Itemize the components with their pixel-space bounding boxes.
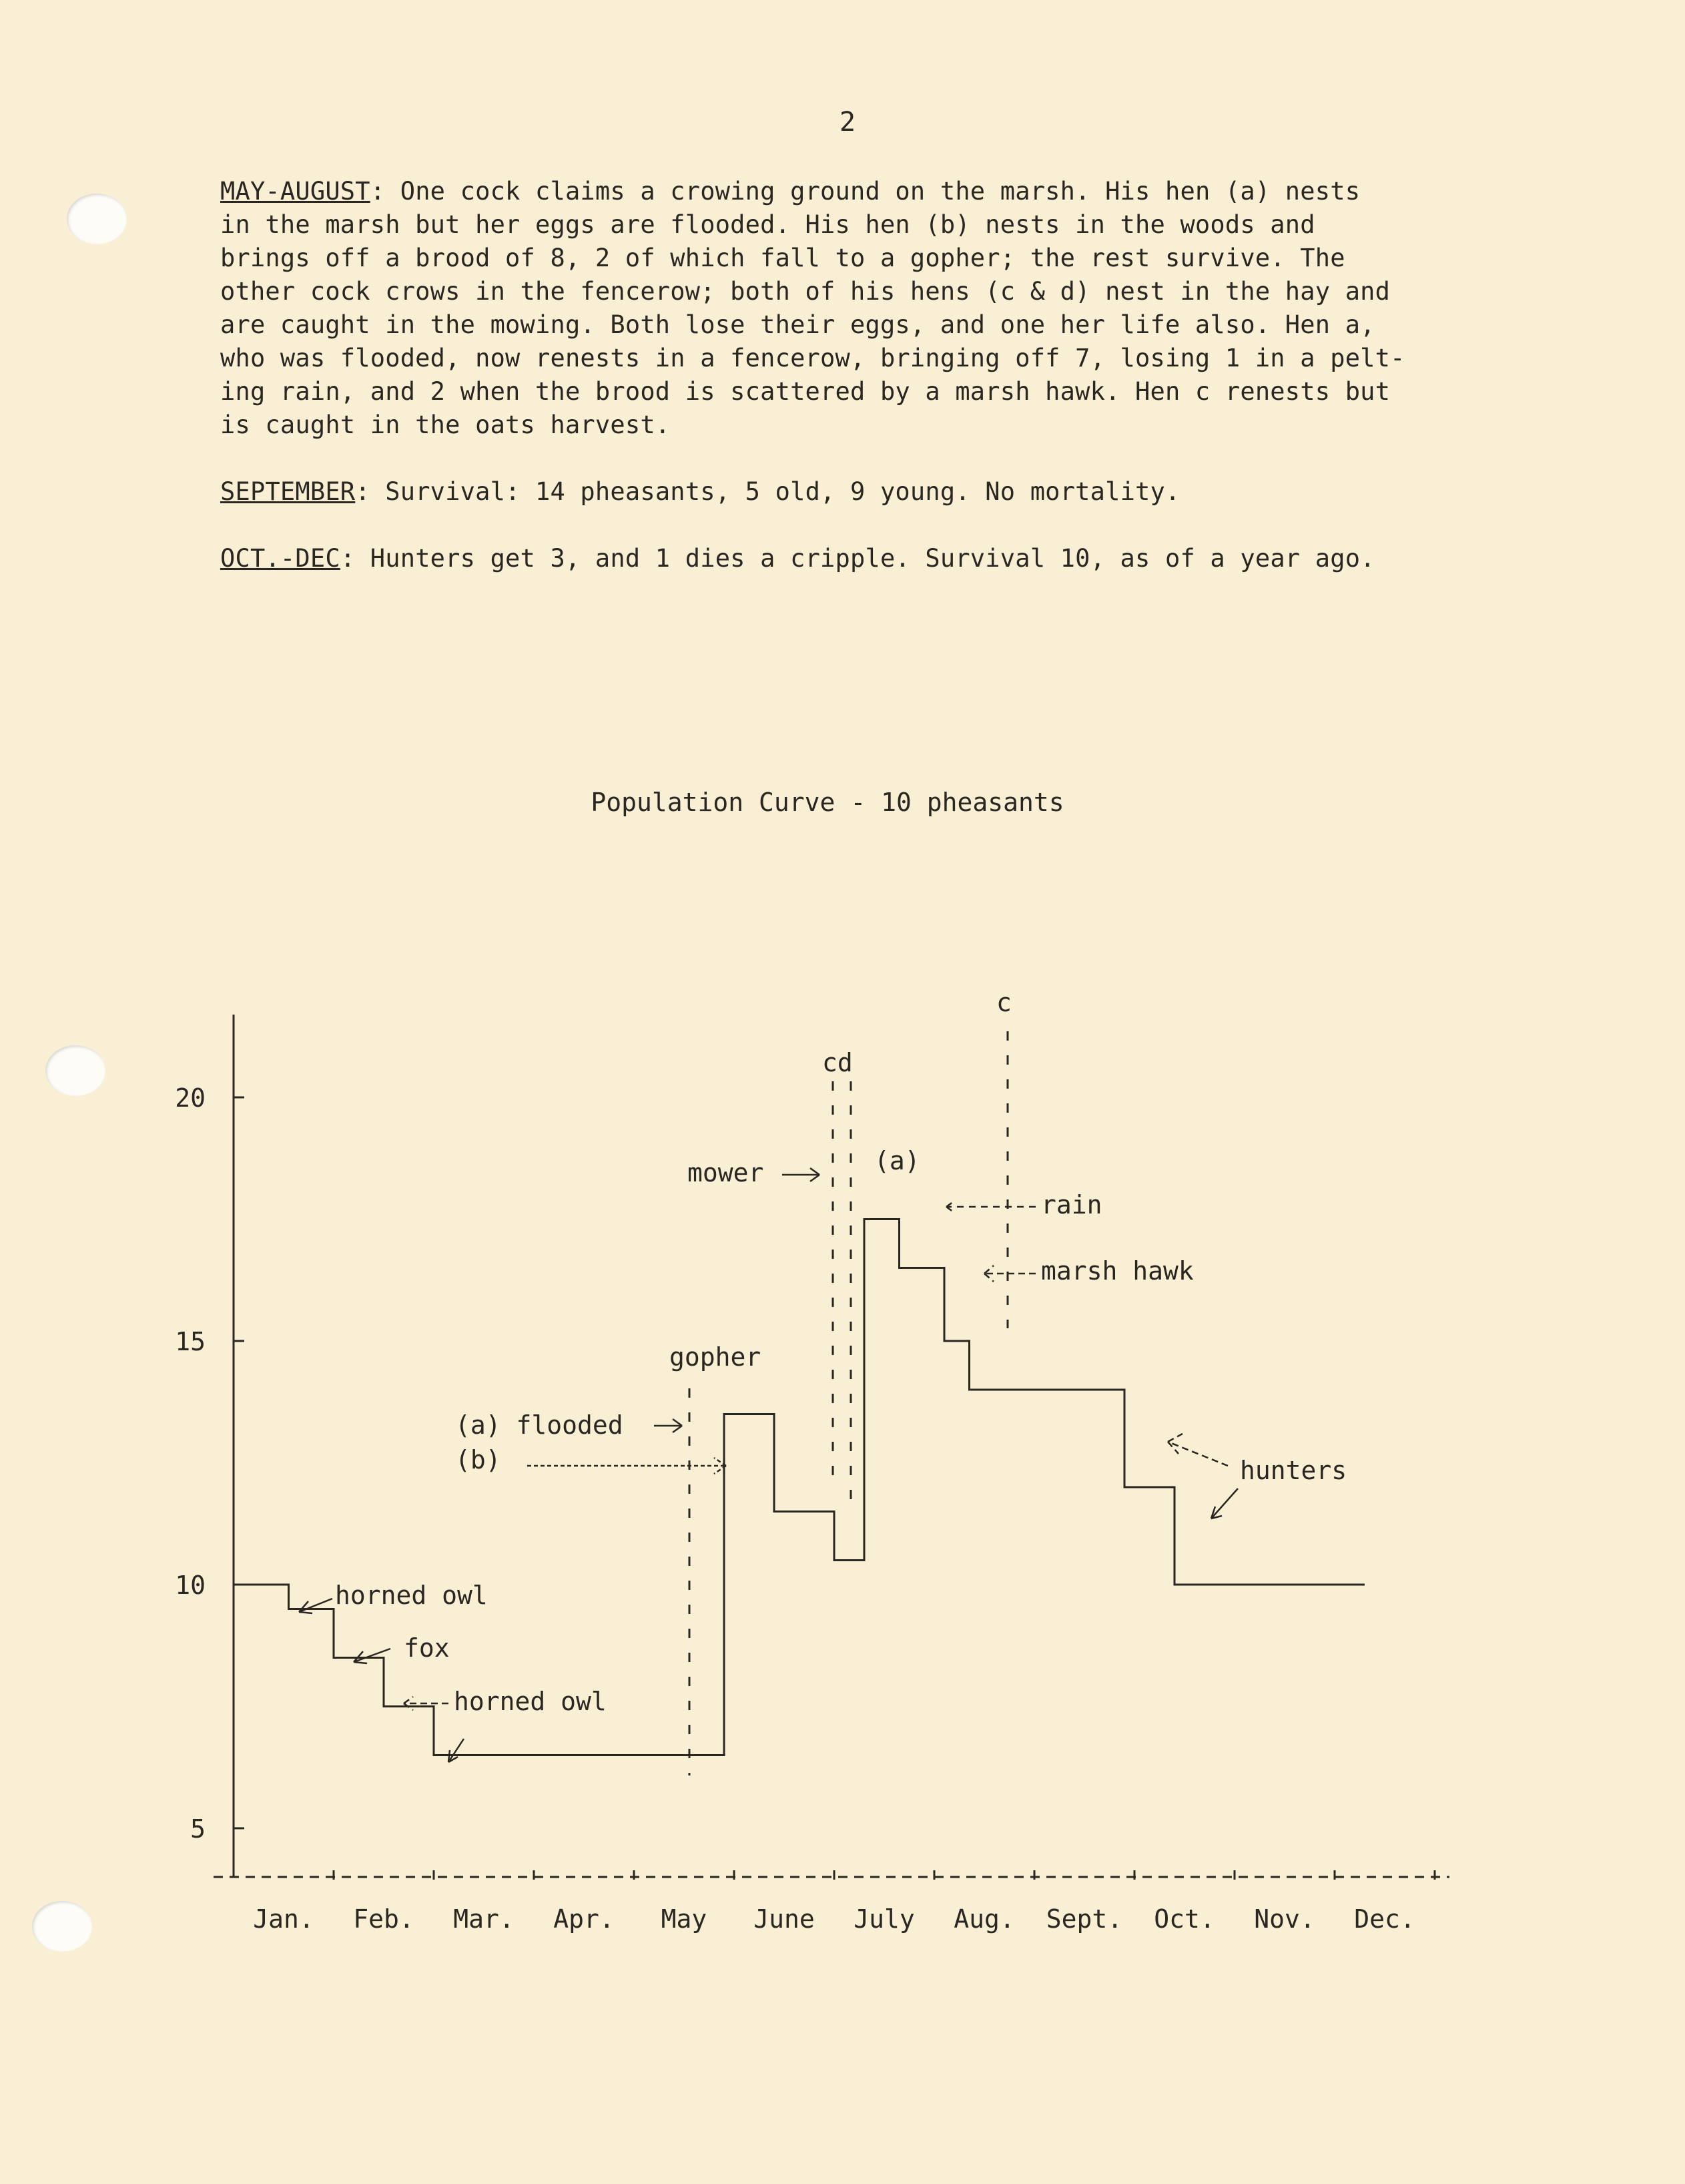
x-tick-label: Aug. <box>954 1904 1015 1934</box>
x-ticks <box>253 1870 1435 1934</box>
arrow-cripple-owl <box>448 1739 464 1762</box>
label-a-flooded: (a) flooded <box>455 1410 623 1440</box>
x-tick-label: Apr. <box>553 1904 615 1934</box>
arrow-horned-owl-1 <box>299 1599 332 1613</box>
y-tick-label: 10 <box>175 1571 206 1600</box>
x-tick-label: Nov. <box>1254 1904 1315 1934</box>
para-line: who was flooded, now renests in a fencerow, bringing off 7, losing 1 in a pelt- <box>220 344 1405 372</box>
y-tick-label: 15 <box>175 1327 206 1356</box>
annotations <box>335 988 1347 1716</box>
x-tick-label: Oct. <box>1154 1904 1215 1934</box>
para-line: ing rain, and 2 when the brood is scattered by a marsh hawk. Hen c renests but <box>220 377 1391 406</box>
label-mower: mower <box>687 1158 764 1187</box>
label-c: c <box>996 988 1012 1017</box>
label-horned-owl-2: horned owl <box>454 1687 607 1716</box>
x-tick-label: Mar. <box>453 1904 515 1934</box>
page-number: 2 <box>839 107 856 138</box>
arrow-hunters-upper <box>1168 1434 1228 1466</box>
para-line: are caught in the mowing. Both lose their eggs, and one her life also. Hen a, <box>220 310 1375 339</box>
arrow-hunters-lower <box>1211 1488 1238 1519</box>
chart-title: Population Curve - 10 pheasants <box>591 788 1064 817</box>
arrow-horned-owl-2 <box>404 1697 448 1710</box>
chart-axes <box>214 1015 1449 1877</box>
x-tick-label: July <box>854 1904 915 1934</box>
y-tick-label: 20 <box>175 1083 206 1113</box>
para-line: brings off a brood of 8, 2 of which fall to a gopher; the rest survive. The <box>220 244 1345 272</box>
x-tick-label: Feb. <box>353 1904 414 1934</box>
x-tick-label: Sept. <box>1046 1904 1123 1934</box>
arrow-b <box>527 1458 726 1474</box>
oct-dec-text: : Hunters get 3, and 1 dies a cripple. Survival 10, as of a year ago. <box>340 544 1375 573</box>
label-marsh-hawk: marsh hawk <box>1041 1256 1194 1286</box>
chart-series <box>234 1219 1365 1755</box>
para-line: : One cock claims a crowing ground on the marsh. His hen (a) nests <box>370 177 1361 206</box>
x-tick-label: Dec. <box>1354 1904 1415 1934</box>
y-tick-label: 5 <box>190 1814 206 1844</box>
arrow-fox <box>354 1649 390 1663</box>
arrow-mower <box>782 1168 819 1181</box>
para-line: other cock crows in the fencerow; both of his hens (c & d) nest in the hay and <box>220 277 1391 306</box>
arrow-rain <box>946 1200 1036 1213</box>
heading-oct-dec: OCT.-DEC <box>220 544 340 573</box>
para-line: in the marsh but her eggs are flooded. His hen (b) nests in the woods and <box>220 210 1315 239</box>
heading-may-august: MAY-AUGUST <box>220 177 370 206</box>
x-tick-label: Jan. <box>253 1904 314 1934</box>
arrow-flooded <box>654 1419 682 1432</box>
label-gopher: gopher <box>669 1342 761 1372</box>
arrow-marsh-hawk <box>984 1266 1036 1282</box>
para-line: is caught in the oats harvest. <box>220 411 671 439</box>
label-b: (b) <box>455 1445 501 1474</box>
label-cd: cd <box>822 1048 853 1077</box>
label-a-renest: (a) <box>874 1146 920 1175</box>
label-horned-owl-1: horned owl <box>335 1581 488 1610</box>
label-rain: rain <box>1041 1190 1102 1219</box>
label-fox: fox <box>404 1633 450 1663</box>
x-tick-label: June <box>753 1904 815 1934</box>
heading-september: SEPTEMBER <box>220 477 356 506</box>
september-text: : Survival: 14 pheasants, 5 old, 9 young. No mortality. <box>355 477 1181 506</box>
dashed-event-lines <box>689 1031 1008 1776</box>
label-hunters: hunters <box>1240 1456 1347 1485</box>
x-tick-label: May <box>661 1904 707 1934</box>
population-step-line <box>234 1219 1365 1755</box>
